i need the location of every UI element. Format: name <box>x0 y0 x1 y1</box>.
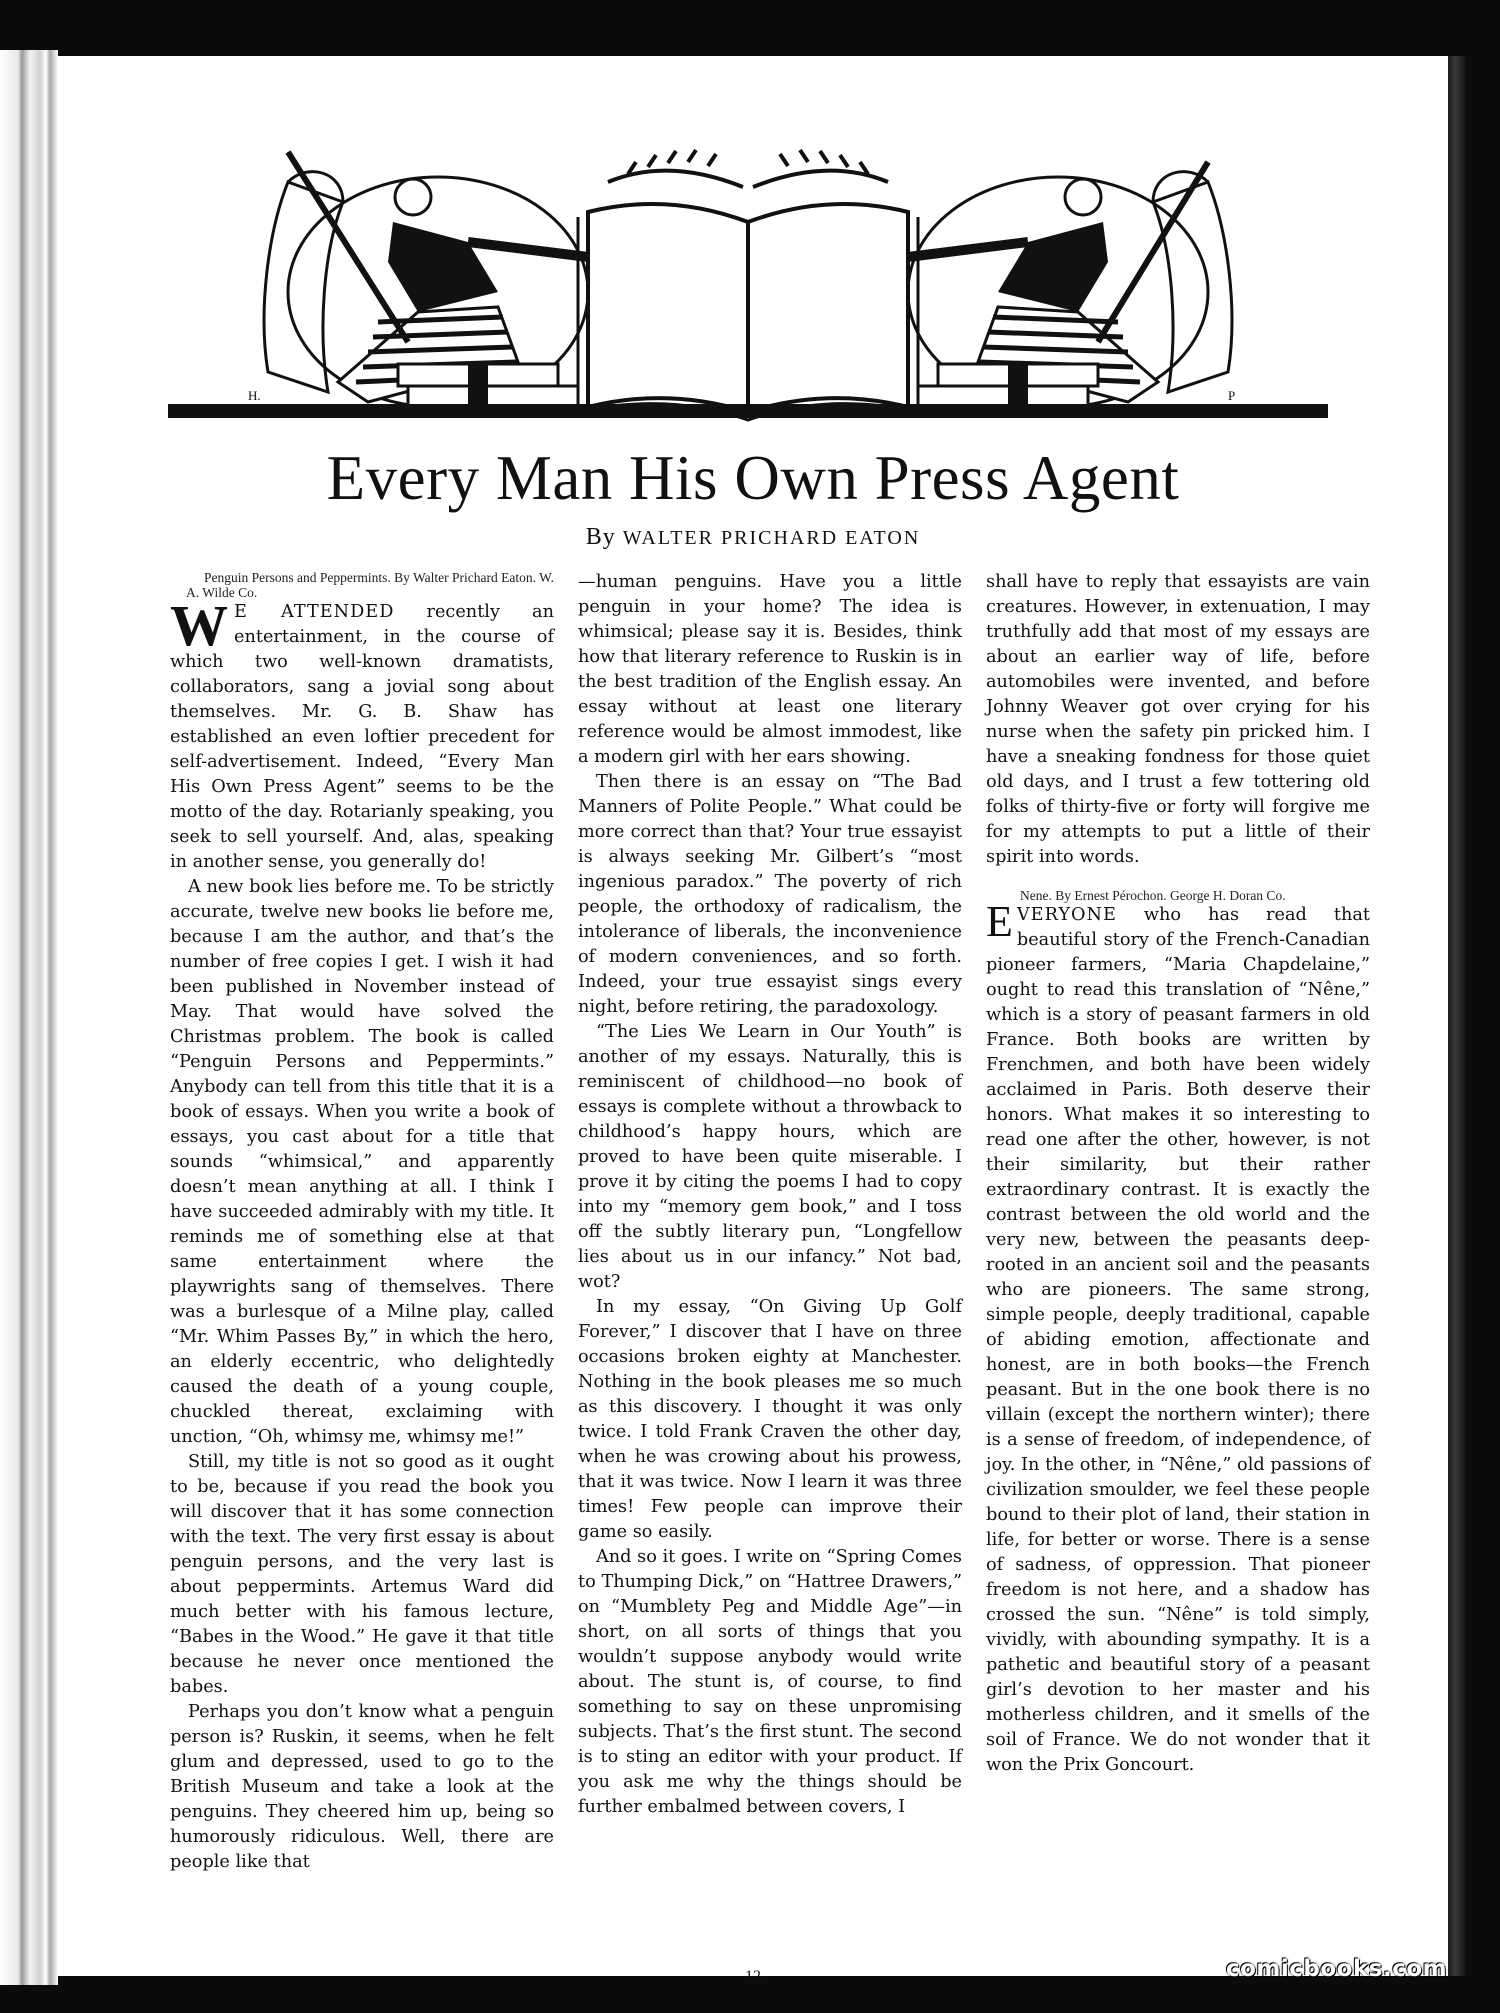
article-byline <box>58 524 1448 551</box>
paragraph: “The Lies We Learn in Our Youth” is another of my essays. Naturally, this is reminiscent of childhood—no book of essays is complete without a throwback to childhood’s happy hours, which are proved to have been quite miserable. I prove it by citing the poems I had to copy into my “memory gem book,” and I toss off the subtly literary pun, “Longfellow lies about us in our infancy.” Not bad, wot? <box>578 1022 962 1292</box>
paragraph: And so it goes. I write on “Spring Comes to Thumping Dick,” on “Hattree Drawers,” on “Mumblety Peg and Middle Age”—in short, on all sorts of things that you wouldn’t suppose anybody would write about. The stunt is, of course, to find something to say on these unpromising subjects. That’s the first stunt. The second is to sting an editor with your product. If you ask me why the things should be further embalmed between covers, I <box>578 1547 962 1817</box>
watermark: comicbooks.com <box>1226 1956 1448 1982</box>
paragraph: shall have to reply that essayists are vain creatures. However, in extenuation, I may truthfully add that most of my essays are about an earlier way of life, before automobiles were invented, and before Johnny Weaver got over crying for his nurse when the safety pin pricked him. I have a sneaking fondness for those quiet old days, and I trust a few tottering old folks of thirty-five or forty will forgive me for my attempts to put a little of their spirit into words. <box>986 572 1370 867</box>
paragraph: Perhaps you don’t know what a penguin person is? Ruskin, it seems, when he felt glum and depressed, used to go to the British Museum and take a look at the penguins. They cheered him up, being so humorously ridiculous. Well, there are people like that <box>170 1702 554 1872</box>
paragraph: Still, my title is not so good as it ought to be, because if you read the book you will discover that it has some connection with the text. The very first essay is about penguin persons, and the very last is about peppermints. Artemus Ward did much better with his famous lecture, “Babes in the Wood.” He gave it that title because he never once mentioned the babes. <box>170 1452 554 1697</box>
paragraph: Then there is an essay on “The Bad Manners of Polite People.” What could be more correct than that? Your true essayist is always seeking Mr. Gilbert’s “most ingenious paradox.” The poverty of rich people, the orthodoxy of radicalism, the intolerance of liberals, the inconvenience of modern conveniences, and so forth. Indeed, your true essayist sings every night, before retiring, the paradoxology. <box>578 772 962 1017</box>
drop-cap: W <box>170 593 228 658</box>
drop-cap: E <box>986 897 1013 946</box>
page-number: 12 <box>745 1968 761 1985</box>
magazine-page <box>58 56 1448 1985</box>
column-1 <box>170 570 554 1875</box>
book-spine <box>0 50 58 1985</box>
page-edge <box>1448 56 1466 1976</box>
paragraph: —human penguins. Have you a little penguin in your home? The idea is whimsical; please say it is. Besides, think how that literary reference to Ruskin is in the best tradition of the English essay. An essay without at least one literary reference would be almost immodest, like a modern girl with her ears showing. <box>578 572 962 767</box>
illustrator-signature-right: P <box>1228 388 1236 403</box>
paragraph-text: recently an entertainment, in the course of which two well-known dramatists, collaborators, sang a jovial song about themselves. Mr. G. B. Shaw has established an even loftier precedent for self-advertisement. Indeed, “Every Man His Own Press Agent” seems to be the motto of the day. Rotarianly speaking, you seek to sell yourself. And, alas, speaking in another sense, you generally do! <box>170 602 554 872</box>
paragraph: A new book lies before me. To be strictly accurate, twelve new books lie before me, because I am the author, and that’s the number of free copies I get. I wish it had been published in November instead of May. That would have solved the Christmas problem. The book is called “Penguin Persons and Peppermints.” Anybody can tell from this title that it is a book of essays. When you write a book of essays, you cast about for a title that sounds “whimsical,” and apparently doesn’t mean anything at all. I think I have succeeded admirably with my title. It reminds me of something else at that same entertainment where the playwrights sang of themselves. There was a burlesque of a Milne play, called “Mr. Whim Passes By,” in which the hero, an elderly eccentric, who delightedly caused the death of a young couple, chuckled thereat, exclaiming with unction, “Oh, whimsy me, whimsy me!” <box>170 877 554 1447</box>
column-2 <box>578 570 962 1820</box>
paragraph <box>170 593 554 875</box>
byline-author: WALTER PRICHARD EATON <box>622 527 921 549</box>
paragraph-text: who has read that beautiful story of the French-Canadian pioneer farmers, “Maria Chapdelaine,” ought to read this translation of “Nêne,” which is a story of peasant farmers in old France. Both books are written by Frenchmen, and both have been widely acclaimed in Paris. Both deserve their honors. What makes it so interesting to read one after the other, however, is not their similarity, but their rather extraordinary contrast. It is exactly the contrast between the old world and the very new, between the peasants deep-rooted in an ancient soil and the peasants who are pioneers. The same strong, simple people, deeply traditional, capable of abiding emotion, affectionate and honest, are in both books—the French peasant. But in the one book there is no villain (except the northern winter); there is a sense of freedom, of independence, of joy. In the other, in “Nêne,” old passions of civilization smoulder, we feel these people bound to their plot of land, their station in life, for better or worse. There is a sense of sadness, of oppression. That pioneer freedom is not here, and a shadow has crossed the sun. “Nêne” is told simply, vividly, with abounding sympathy. It is a pathetic and beautiful story of a peasant girl’s devotion to her master and his motherless children, and it smells of the soil of France. We do not wonder that it won the Prix Goncourt. <box>986 905 1370 1775</box>
paragraph: In my essay, “On Giving Up Golf Forever,” I discover that I have on three occasions broken eighty at Manchester. Nothing in the book pleases me so much as this discovery. I thought it was only twice. I told Frank Craven the other day, when he was crowing about his prowess, that it was twice. Now I learn it was three times! Few people can improve their game so easily. <box>578 1297 962 1542</box>
illustrator-signature-left: H. <box>248 388 261 403</box>
paragraph <box>986 897 1370 1778</box>
article-title: Every Man His Own Press Agent <box>326 443 1180 513</box>
header-illustration <box>168 142 1328 442</box>
book-heading-nene: Nene. By Ernest Pérochon. George H. Doran Co. <box>1020 888 1286 903</box>
book-heading-penguin: Penguin Persons and Peppermints. By Walter Prichard Eaton. W. A. Wilde Co. <box>186 570 554 600</box>
lead-words: VERYONE <box>1016 905 1117 925</box>
column-3 <box>986 570 1370 1778</box>
byline-by: By <box>585 524 616 550</box>
lead-words: E ATTENDED <box>234 602 395 622</box>
